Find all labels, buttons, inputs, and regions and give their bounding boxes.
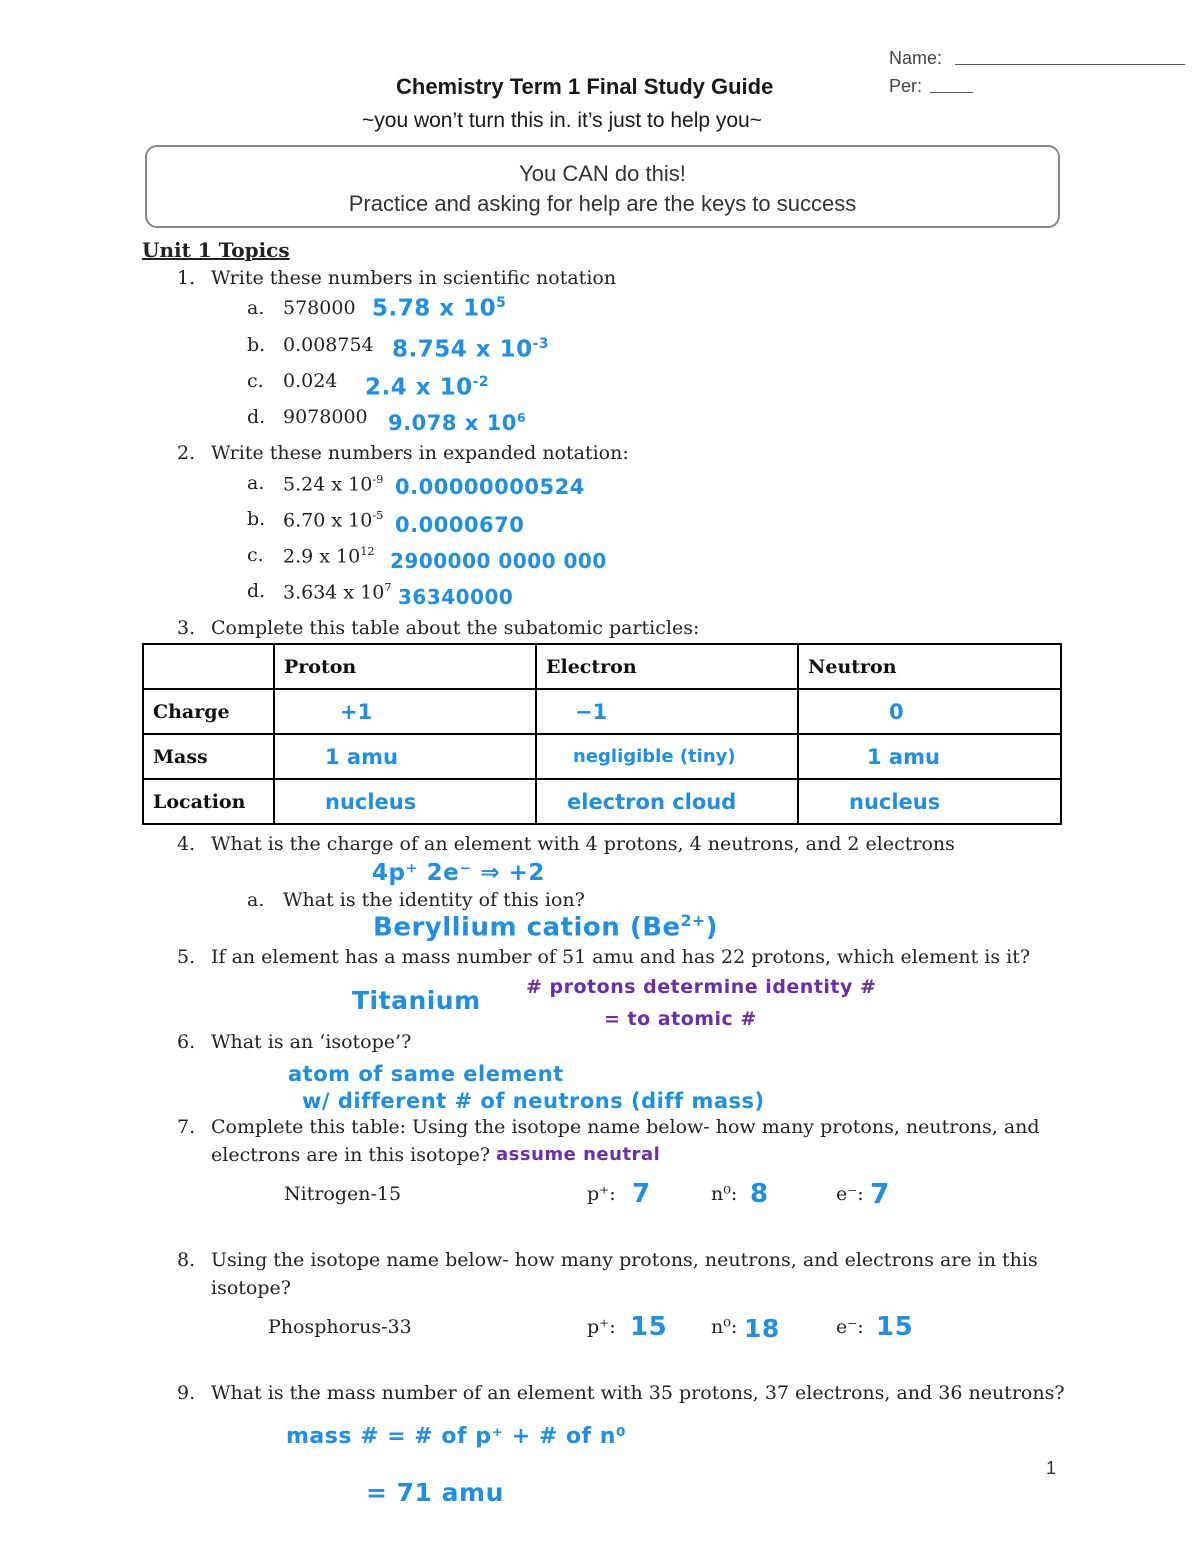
q2b-answer[interactable]: 0.0000670 bbox=[395, 513, 525, 537]
q4a-answer-close: ) bbox=[705, 912, 718, 943]
q2d-base: 3.634 x 10 bbox=[283, 581, 385, 604]
q9-answer-line-2[interactable]: = 71 amu bbox=[366, 1478, 504, 1507]
q7-number: 7. bbox=[177, 1116, 196, 1138]
q7-text-line-1: Complete this table: Using the isotope name below- how many protons, neutrons, and bbox=[211, 1116, 1040, 1138]
q6-answer-line-1[interactable]: atom of same element bbox=[288, 1062, 564, 1086]
q3-number: 3. bbox=[177, 617, 196, 639]
q2c-value bbox=[283, 544, 375, 567]
q4a-answer[interactable] bbox=[373, 912, 718, 943]
table-answer-cell[interactable]: 1 amu bbox=[274, 734, 536, 779]
q5-text: If an element has a mass number of 51 amu and has 22 protons, which element is it? bbox=[211, 946, 1031, 968]
q7-e-label: e⁻: bbox=[836, 1183, 864, 1205]
q8-p-answer[interactable]: 15 bbox=[630, 1312, 668, 1342]
table-header-cell bbox=[143, 644, 274, 689]
row-label: Mass bbox=[143, 734, 274, 779]
q7-n-answer[interactable]: 8 bbox=[750, 1179, 769, 1209]
q1d-answer-exp: 6 bbox=[516, 410, 527, 425]
row-label: Location bbox=[143, 779, 274, 824]
q1-text: Write these numbers in scientific notation bbox=[211, 267, 617, 289]
q1-number: 1. bbox=[177, 267, 196, 289]
table-header-cell: Neutron bbox=[798, 644, 1061, 689]
q2-text: Write these numbers in expanded notation: bbox=[211, 442, 629, 464]
q5-note-line-2: = to atomic # bbox=[604, 1008, 757, 1030]
q1c-value: 0.024 bbox=[283, 370, 338, 392]
subatomic-table bbox=[142, 643, 1062, 825]
q7-note: assume neutral bbox=[496, 1144, 661, 1165]
q1a-value: 578000 bbox=[283, 297, 356, 319]
q4-number: 4. bbox=[177, 833, 196, 855]
table-answer-cell[interactable]: 1 amu bbox=[798, 734, 1061, 779]
q4-answer[interactable]: 4p⁺ 2e⁻ ⇒ +2 bbox=[372, 860, 545, 886]
q2c-exp: 12 bbox=[360, 544, 375, 558]
table-row bbox=[143, 689, 1061, 734]
section-title: Unit 1 Topics bbox=[142, 238, 290, 262]
row-label: Charge bbox=[143, 689, 274, 734]
q1b-label: b. bbox=[247, 334, 266, 356]
q2d-label: d. bbox=[247, 580, 266, 602]
q5-answer[interactable]: Titanium bbox=[352, 986, 481, 1015]
table-row bbox=[143, 734, 1061, 779]
table-answer-cell[interactable]: nucleus bbox=[798, 779, 1061, 824]
period-line[interactable] bbox=[930, 92, 973, 93]
q2a-label: a. bbox=[247, 472, 265, 494]
q3-text: Complete this table about the subatomic particles: bbox=[211, 617, 700, 639]
q2a-answer[interactable]: 0.00000000524 bbox=[395, 475, 585, 499]
table-answer-cell[interactable]: 0 bbox=[798, 689, 1061, 734]
q2d-exp: 7 bbox=[384, 580, 392, 594]
q6-answer-line-2[interactable]: w/ different # of neutrons (diff mass) bbox=[302, 1089, 765, 1113]
q2c-label: c. bbox=[247, 544, 264, 566]
q7-p-label: p⁺: bbox=[587, 1183, 616, 1205]
q2c-answer[interactable]: 2900000 0000 000 bbox=[390, 549, 607, 573]
q6-number: 6. bbox=[177, 1031, 196, 1053]
q4-text: What is the charge of an element with 4 protons, 4 neutrons, and 2 electrons bbox=[211, 833, 955, 855]
q8-number: 8. bbox=[177, 1249, 196, 1271]
q2c-base: 2.9 x 10 bbox=[283, 545, 361, 568]
table-answer-cell[interactable]: negligible (tiny) bbox=[536, 734, 798, 779]
q7-n-label: n⁰: bbox=[711, 1183, 738, 1205]
table-row bbox=[143, 779, 1061, 824]
q8-e-label: e⁻: bbox=[836, 1316, 864, 1338]
table-answer-cell[interactable]: electron cloud bbox=[536, 779, 798, 824]
q5-note-line-1: # protons determine identity # bbox=[526, 976, 877, 998]
table-header-cell: Proton bbox=[274, 644, 536, 689]
q4a-answer-exp: 2+ bbox=[680, 912, 706, 930]
banner-line-2: Practice and asking for help are the keys to success bbox=[348, 191, 857, 216]
q9-text: What is the mass number of an element with 35 protons, 37 electrons, and 36 neutrons? bbox=[211, 1382, 1065, 1404]
motivation-banner bbox=[145, 145, 1060, 228]
q8-text-line-2: isotope? bbox=[211, 1277, 291, 1299]
q1b-value: 0.008754 bbox=[283, 334, 374, 356]
name-line[interactable] bbox=[955, 64, 1185, 65]
q1b-answer[interactable] bbox=[392, 336, 549, 363]
q1c-label: c. bbox=[247, 370, 264, 392]
table-header-cell: Electron bbox=[536, 644, 798, 689]
q1d-answer[interactable] bbox=[388, 410, 526, 435]
period-label: Per: bbox=[889, 76, 923, 96]
q2b-exp: -5 bbox=[372, 508, 384, 522]
q1a-answer[interactable] bbox=[372, 295, 506, 322]
q2b-label: b. bbox=[247, 508, 266, 530]
table-answer-cell[interactable]: +1 bbox=[274, 689, 536, 734]
q8-e-answer[interactable]: 15 bbox=[876, 1312, 914, 1342]
q1c-answer-base: 2.4 x 10 bbox=[365, 374, 473, 401]
q1d-value: 9078000 bbox=[283, 406, 368, 428]
q1d-label: d. bbox=[247, 406, 266, 428]
q2a-value bbox=[283, 472, 383, 495]
q1d-answer-base: 9.078 x 10 bbox=[388, 411, 517, 435]
banner-line-1: You CAN do this! bbox=[519, 161, 686, 186]
q4a-text: What is the identity of this ion? bbox=[283, 889, 585, 911]
q2d-value bbox=[283, 580, 392, 603]
q7-p-answer[interactable]: 7 bbox=[632, 1179, 651, 1209]
q7-isotope: Nitrogen-15 bbox=[284, 1183, 402, 1205]
q9-answer-line-1[interactable]: mass # = # of p⁺ + # of n⁰ bbox=[286, 1424, 627, 1449]
q4a-answer-text: Beryllium cation (Be bbox=[373, 912, 681, 943]
q1a-answer-exp: 5 bbox=[496, 295, 507, 311]
q1a-label: a. bbox=[247, 297, 265, 319]
q4a-label: a. bbox=[247, 889, 265, 911]
q1b-answer-exp: -3 bbox=[532, 336, 549, 352]
q6-text: What is an ‘isotope’? bbox=[211, 1031, 412, 1053]
q7-text-line-2: electrons are in this isotope? bbox=[211, 1144, 491, 1166]
q2b-value bbox=[283, 508, 383, 531]
q8-n-answer[interactable]: 18 bbox=[744, 1314, 780, 1343]
q2a-base: 5.24 x 10 bbox=[283, 473, 373, 496]
q2-number: 2. bbox=[177, 442, 196, 464]
q8-p-label: p⁺: bbox=[587, 1316, 616, 1338]
q2d-answer[interactable]: 36340000 bbox=[398, 585, 514, 609]
q7-e-answer[interactable]: 7 bbox=[870, 1177, 890, 1210]
q1c-answer-exp: -2 bbox=[472, 374, 489, 390]
q2b-base: 6.70 x 10 bbox=[283, 509, 373, 532]
table-header-row bbox=[143, 644, 1061, 689]
page-title: Chemistry Term 1 Final Study Guide bbox=[396, 74, 774, 99]
table-answer-cell[interactable]: −1 bbox=[536, 689, 798, 734]
q9-number: 9. bbox=[177, 1382, 196, 1404]
name-label: Name: bbox=[889, 48, 943, 68]
q8-text-line-1: Using the isotope name below- how many protons, neutrons, and electrons are in this bbox=[211, 1249, 1038, 1271]
table-answer-cell[interactable]: nucleus bbox=[274, 779, 536, 824]
q2a-exp: -9 bbox=[372, 472, 384, 486]
q1a-answer-base: 5.78 x 10 bbox=[372, 295, 497, 322]
page-subtitle: ~you won’t turn this in. it’s just to help you~ bbox=[362, 109, 763, 132]
q1c-answer[interactable] bbox=[365, 374, 489, 401]
q5-number: 5. bbox=[177, 946, 196, 968]
q8-isotope: Phosphorus-33 bbox=[268, 1316, 412, 1338]
page-number: 1 bbox=[1046, 1458, 1057, 1478]
q8-n-label: n⁰: bbox=[711, 1316, 738, 1338]
q1b-answer-base: 8.754 x 10 bbox=[392, 336, 533, 363]
